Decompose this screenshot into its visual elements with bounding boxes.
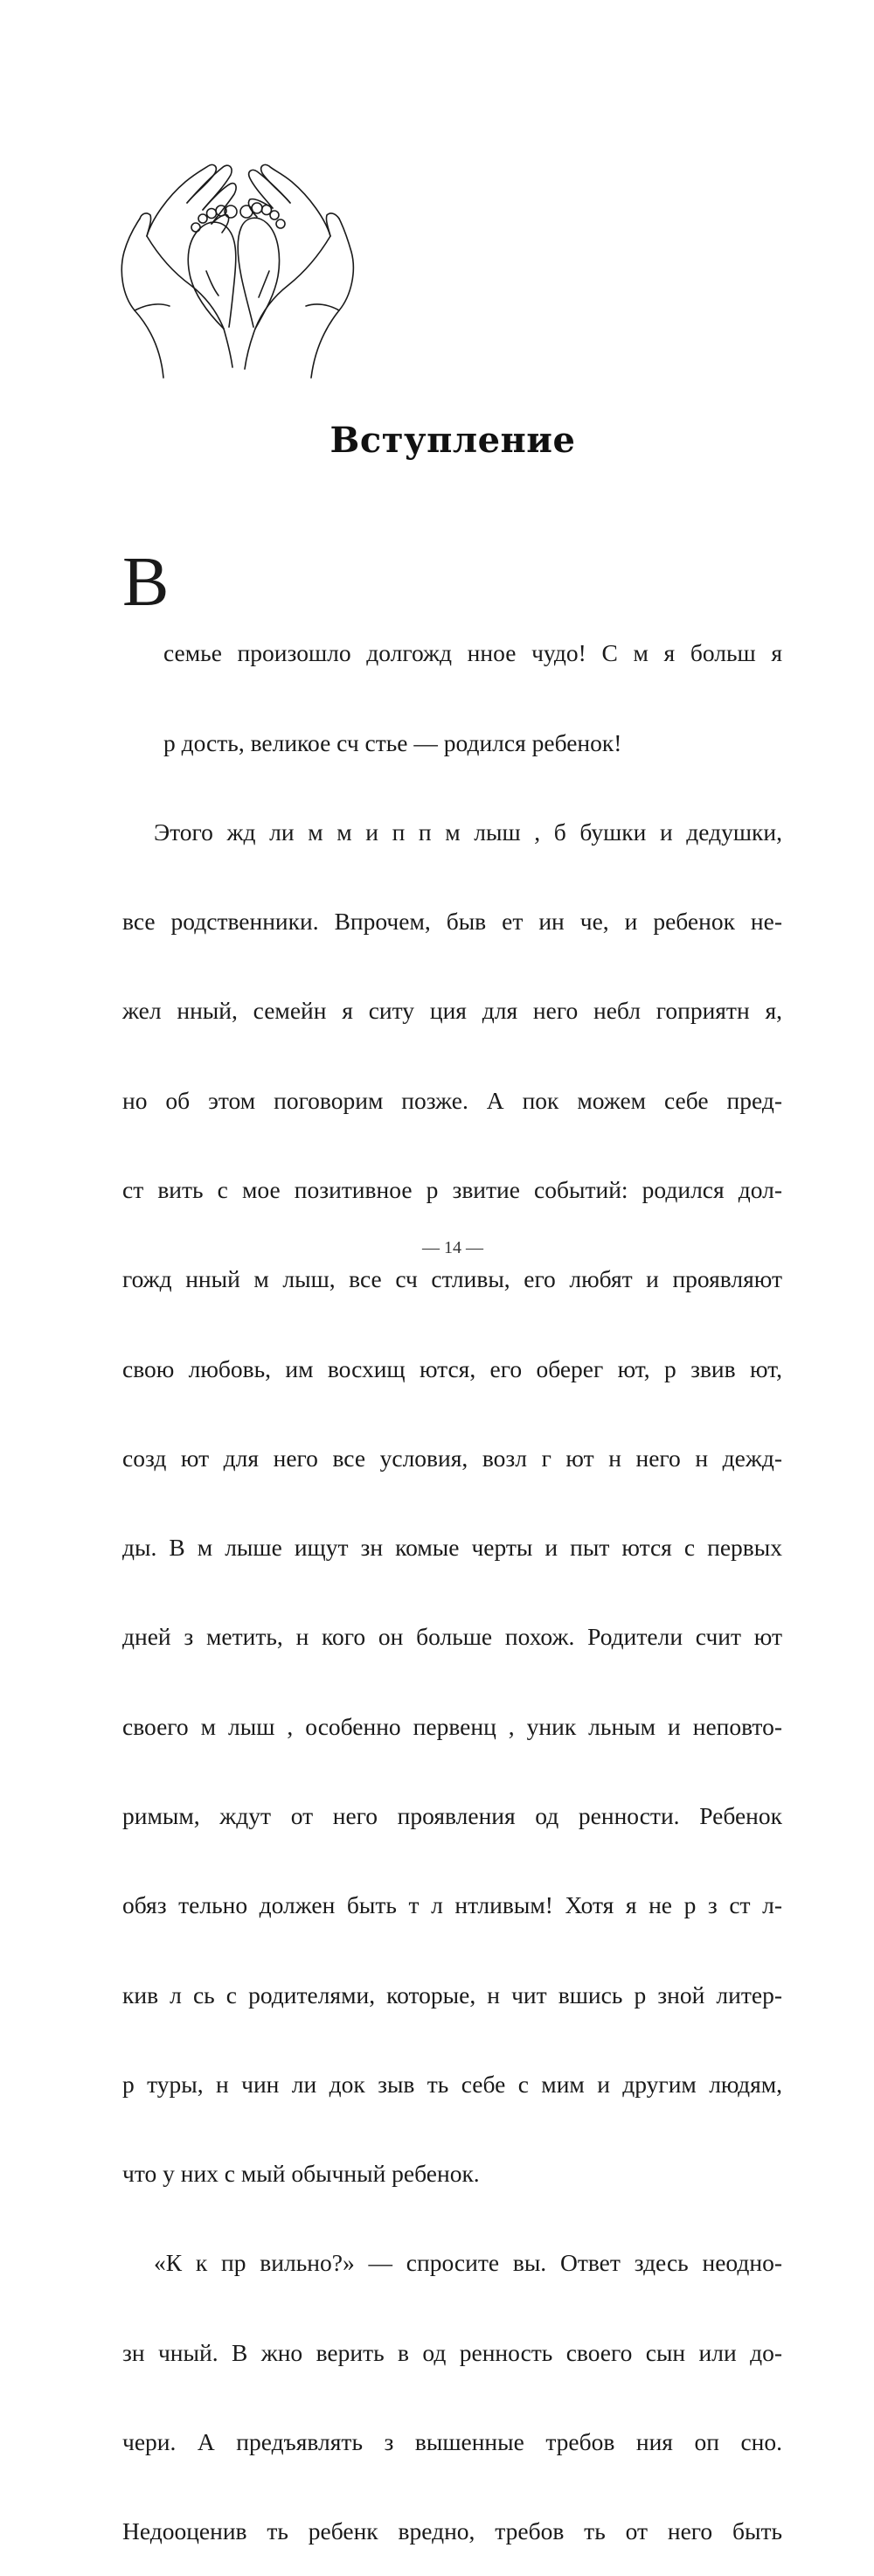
text-line: все родственники. Впрочем, быв ет ин че, и ребенок не-: [122, 908, 782, 936]
text-line: семье произошло долгожд нное чудо! С м я больш я: [163, 639, 782, 667]
chapter-title: Вступление: [329, 420, 576, 461]
text-line: р туры, н чин ли док зыв ть себе с мим и другим людям,: [122, 2070, 782, 2098]
text-line: обяз тельно должен быть т л нтливым! Хотя я не р з ст л-: [122, 1891, 782, 1919]
text-line: Недооценив ть ребенк вредно, требов ть от него быть: [122, 2517, 782, 2545]
text-line: гожд нный м лыш, все сч стливы, его любят и проявляют: [122, 1265, 782, 1293]
text-line: дней з метить, н кого он больше похож. Родители счит ют: [122, 1623, 782, 1651]
page-number: — 14 —: [422, 1238, 483, 1257]
text-line: но об этом поговорим позже. А пок можем себе пред-: [122, 1086, 782, 1114]
text-line: жел нный, семейн я ситу ция для него небл гоприятн я,: [122, 997, 782, 1025]
text-line: р дость, великое сч стье — родился ребенок!: [163, 728, 622, 756]
text-line: зн чный. В жно верить в од ренность своего сын или до-: [122, 2338, 782, 2366]
body-text: [122, 544, 782, 2576]
text-line: римым, ждут от него проявления од ренности. Ребенок: [122, 1801, 782, 1829]
text-line: кив л сь с родителями, которые, н чит вшись р зной литер-: [122, 1981, 782, 2009]
text-line: ст вить с мое позитивное р звитие событий: родился дол-: [122, 1175, 782, 1203]
text-line: Этого жд ли м м и п п м лыш , б бушки и дедушки,: [154, 818, 782, 846]
text-line: ды. В м лыше ищут зн комые черты и пыт ются с первых: [122, 1534, 782, 1562]
hands-holding-baby-feet-icon: [115, 149, 365, 385]
text-line: своего м лыш , особенно первенц , уник льным и неповто-: [122, 1712, 782, 1740]
text-line: созд ют для него все условия, возл г ют н него н дежд-: [122, 1444, 782, 1472]
dropcap-letter: В: [122, 544, 170, 621]
text-line: что у них с мый обычный ребенок.: [122, 2160, 480, 2188]
hands-holding-baby-feet-illustration: [115, 149, 365, 385]
text-line: свою любовь, им восхищ ются, его оберег ют, р звив ют,: [122, 1354, 782, 1382]
text-line: «К к пр вильно?» — спросите вы. Ответ здесь неодно-: [154, 2249, 782, 2277]
text-line: чери. А предъявлять з вышенные требов ния оп сно.: [122, 2427, 782, 2455]
